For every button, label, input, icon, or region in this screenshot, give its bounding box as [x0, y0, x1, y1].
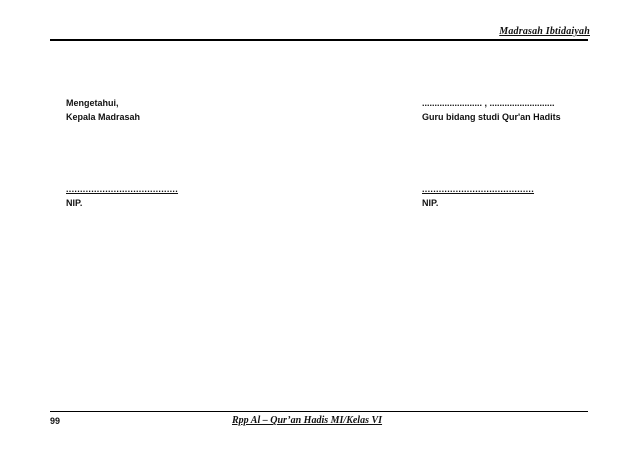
- left-signature-header: [66, 96, 140, 124]
- acknowledged-label: Mengetahui,: [66, 98, 119, 108]
- header-rule: [50, 39, 588, 41]
- teacher-nip-label: NIP.: [422, 198, 439, 208]
- right-signature-header: [422, 96, 561, 124]
- footer-rule: [50, 411, 588, 412]
- principal-nip-label: NIP.: [66, 198, 83, 208]
- footer-title: Rpp Al – Qur’an Hadis MI/Kelas VI: [232, 415, 383, 426]
- teacher-label: Guru bidang studi Qur'an Hadits: [422, 112, 561, 122]
- page-number: 99: [50, 416, 61, 426]
- header-title: Madrasah Ibtidaiyah: [499, 26, 590, 37]
- place-date-line: ........................ , ..........................: [422, 98, 555, 108]
- right-signature-footer: [422, 182, 534, 210]
- principal-label: Kepala Madrasah: [66, 112, 141, 122]
- principal-name-line: ........................................: [66, 184, 179, 194]
- left-signature-footer: [66, 182, 178, 210]
- teacher-name-line: ........................................: [422, 184, 535, 194]
